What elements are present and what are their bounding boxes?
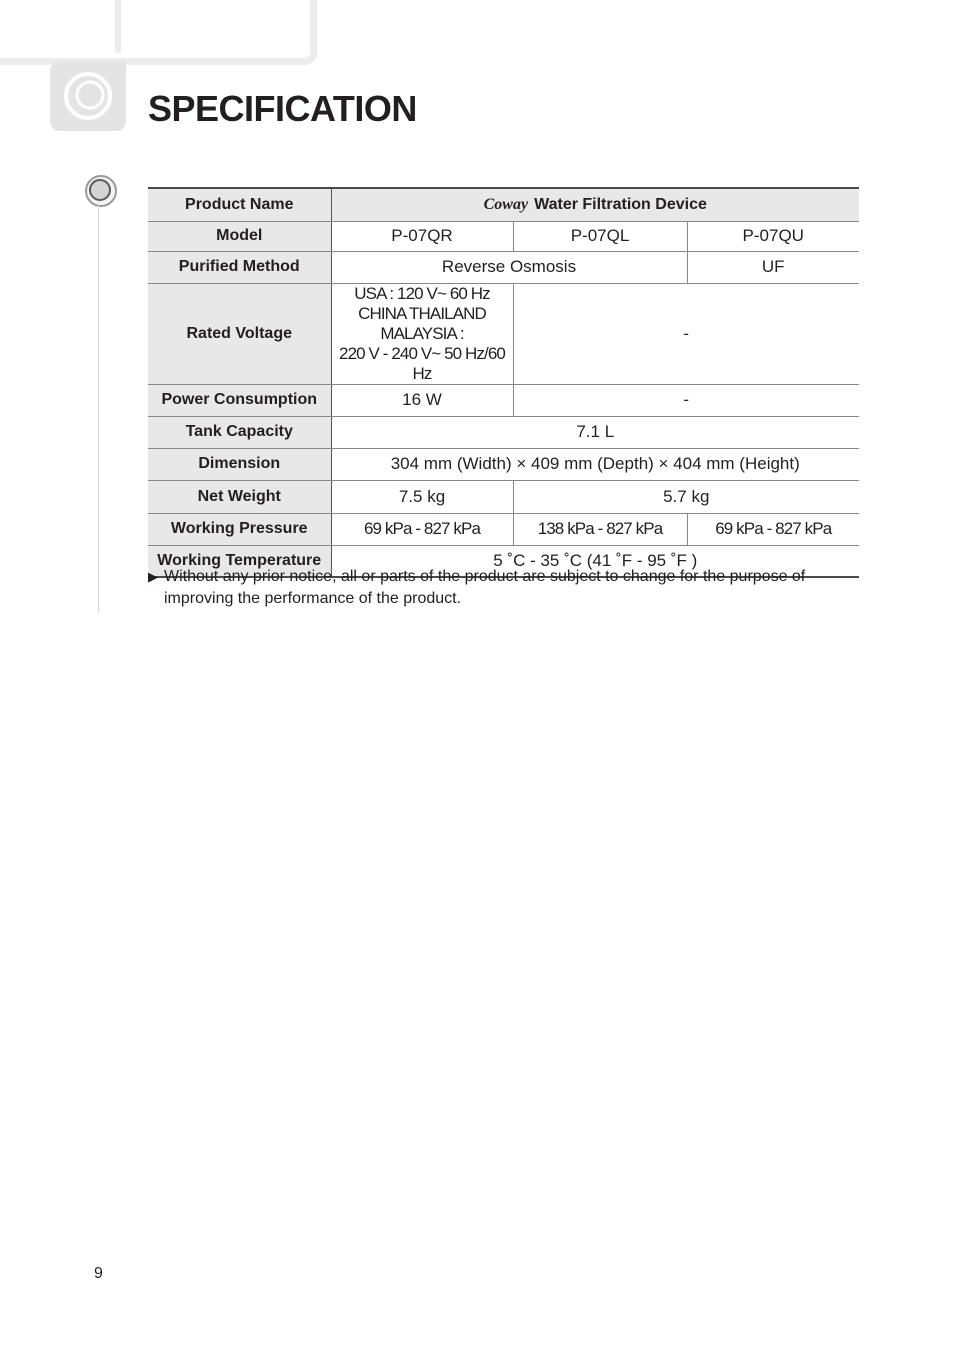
rated-voltage-line: USA : 120 V~ 60 Hz xyxy=(354,283,490,303)
arrow-right-icon: ▶ xyxy=(148,569,158,584)
row-label-tank-capacity: Tank Capacity xyxy=(148,416,331,448)
header-tab-frame xyxy=(0,0,317,65)
net-weight-other: 5.7 kg xyxy=(513,480,859,513)
swirl-icon xyxy=(60,71,116,121)
net-weight-qr: 7.5 kg xyxy=(331,480,513,513)
product-name-value: Water Filtration Device xyxy=(534,195,707,213)
specification-table xyxy=(148,187,859,578)
table-row xyxy=(148,384,859,416)
purified-method-ro: Reverse Osmosis xyxy=(331,251,687,283)
rated-voltage-line: 220 V - 240 V~ 50 Hz/60 Hz xyxy=(339,343,505,383)
table-row xyxy=(148,513,859,545)
power-consumption-value: 16 W xyxy=(331,384,513,416)
row-label-model: Model xyxy=(148,221,331,251)
change-notice xyxy=(148,566,838,610)
section-icon-block xyxy=(50,61,126,131)
notice-text: Without any prior notice, all or parts of the product are subject to change for the purpose of improving the performance of the product. xyxy=(164,568,806,607)
product-name-cell xyxy=(331,188,859,221)
rated-voltage-other: - xyxy=(513,283,859,384)
row-label-rated-voltage: Rated Voltage xyxy=(148,283,331,384)
power-consumption-other: - xyxy=(513,384,859,416)
model-ql: P-07QL xyxy=(513,221,687,251)
row-label-dimension: Dimension xyxy=(148,448,331,480)
tank-capacity-value: 7.1 L xyxy=(331,416,859,448)
brand-logo: Coway xyxy=(483,195,529,213)
row-label-product-name: Product Name xyxy=(148,188,331,221)
header-tab-divider xyxy=(115,0,121,53)
side-guide-line xyxy=(98,205,99,613)
rated-voltage-line: CHINA THAILAND MALAYSIA : xyxy=(358,303,486,343)
row-label-purified-method: Purified Method xyxy=(148,251,331,283)
table-row xyxy=(148,221,859,251)
row-label-working-pressure: Working Pressure xyxy=(148,513,331,545)
dimension-value: 304 mm (Width) × 409 mm (Depth) × 404 mm (Height) xyxy=(331,448,859,480)
purified-method-uf: UF xyxy=(687,251,859,283)
model-qr: P-07QR xyxy=(331,221,513,251)
section-bullet-icon xyxy=(84,174,118,208)
table-row xyxy=(148,251,859,283)
row-label-working-temperature: Working Temperature xyxy=(148,545,331,577)
page-title: SPECIFICATION xyxy=(148,88,417,129)
page-number: 9 xyxy=(94,1265,103,1282)
table-row xyxy=(148,188,859,221)
working-temperature-value: 5 ˚C - 35 ˚C (41 ˚F - 95 ˚F ) xyxy=(331,545,859,577)
working-pressure-ql: 138 kPa - 827 kPa xyxy=(513,513,687,545)
working-pressure-qu: 69 kPa - 827 kPa xyxy=(687,513,859,545)
rated-voltage-value xyxy=(331,283,513,384)
table-row xyxy=(148,283,859,384)
working-pressure-qr: 69 kPa - 827 kPa xyxy=(331,513,513,545)
model-qu: P-07QU xyxy=(687,221,859,251)
row-label-net-weight: Net Weight xyxy=(148,480,331,513)
table-row xyxy=(148,480,859,513)
table-row xyxy=(148,416,859,448)
table-row xyxy=(148,448,859,480)
row-label-power-consumption: Power Consumption xyxy=(148,384,331,416)
